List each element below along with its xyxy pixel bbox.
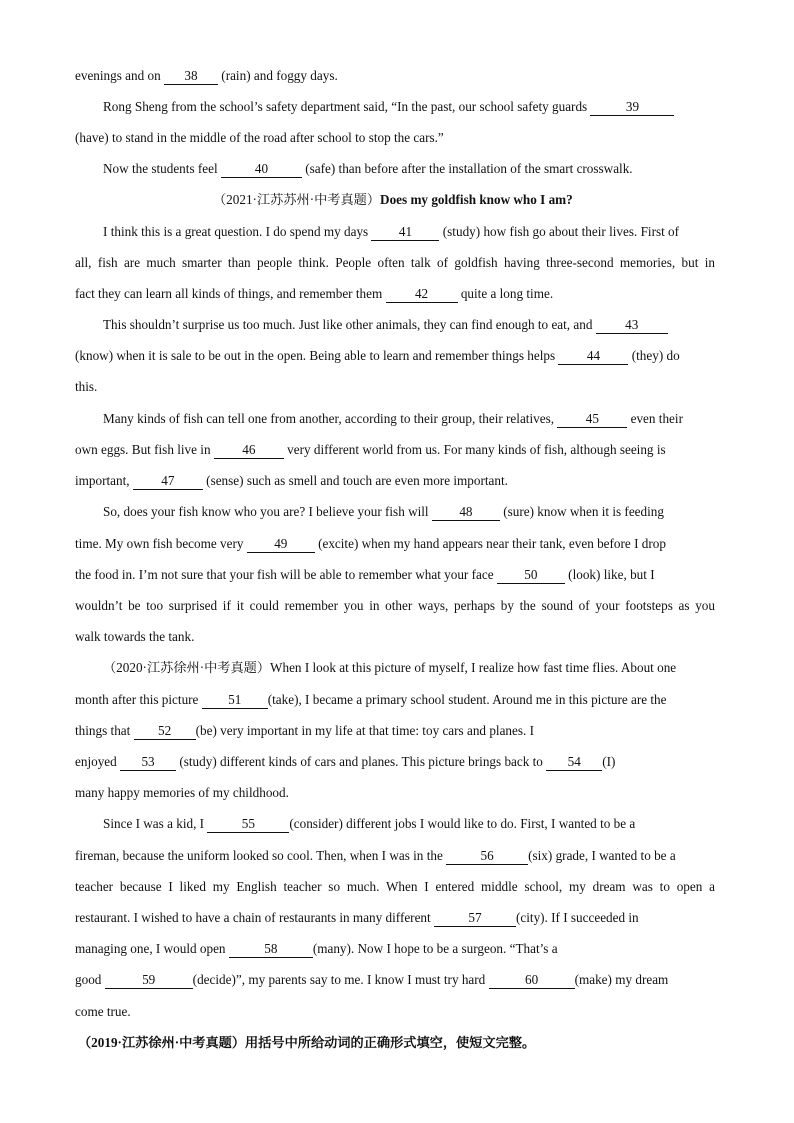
text-line: Now the students feel 40 (safe) than before after the installation of the smart crosswalk. xyxy=(103,161,633,176)
answer-blank[interactable]: 54 xyxy=(546,755,602,771)
text-line: wouldn’t be too surprised if it could remember you in other ways, perhaps by the sound of your footsteps as you xyxy=(75,598,715,613)
text-line: the food in. I’m not sure that your fish will be able to remember what your face 50 (look) like, but I xyxy=(75,567,655,582)
answer-blank[interactable]: 53 xyxy=(120,755,176,771)
section-heading: （2019·江苏徐州·中考真题）用括号中所给动词的正确形式填空，使短文完整。 xyxy=(78,1035,536,1050)
text-line: teacher because I liked my English teacher so much. When I entered middle school, my dream was to open a xyxy=(75,879,715,894)
answer-blank[interactable]: 41 xyxy=(371,225,439,241)
text-line: I think this is a great question. I do spend my days 41 (study) how fish go about their lives. First of xyxy=(103,224,680,239)
text-line: things that 52 (be) very important in my life at that time: toy cars and planes. I xyxy=(75,723,534,738)
text-line: (have) to stand in the middle of the road after school to stop the cars.” xyxy=(75,130,444,145)
answer-blank[interactable]: 38 xyxy=(164,69,218,85)
text-line: Rong Sheng from the school’s safety department said, “In the past, our school safety guards 39 xyxy=(103,98,674,116)
answer-blank[interactable]: 48 xyxy=(432,505,500,521)
text-line: (know) when it is sale to be out in the open. Being able to learn and remember things helps 44 (they) do xyxy=(75,348,680,363)
answer-blank[interactable]: 44 xyxy=(558,349,628,365)
text-line: Since I was a kid, I 55 (consider) different jobs I would like to do. First, I wanted to be a xyxy=(103,816,636,831)
text-line: fireman, because the uniform looked so cool. Then, when I was in the 56 (six) grade, I wanted to be a xyxy=(75,848,676,863)
text-line: （2020·江苏徐州·中考真题）When I look at this picture of myself, I realize how fast time flies. About one xyxy=(103,660,677,675)
answer-blank[interactable]: 50 xyxy=(497,568,565,584)
answer-blank[interactable]: 57 xyxy=(434,911,516,927)
text-line: So, does your fish know who you are? I believe your fish will 48 (sure) know when it is feeding xyxy=(103,504,664,519)
answer-blank[interactable]: 42 xyxy=(386,287,458,303)
answer-blank[interactable]: 55 xyxy=(207,817,289,833)
answer-blank[interactable]: 46 xyxy=(214,443,284,459)
text-line: month after this picture 51 (take), I became a primary school student. Around me in this picture are the xyxy=(75,692,667,707)
answer-blank[interactable]: 43 xyxy=(596,318,668,334)
answer-blank[interactable]: 56 xyxy=(446,849,528,865)
answer-blank[interactable]: 58 xyxy=(229,942,313,958)
answer-blank[interactable]: 40 xyxy=(221,162,302,178)
text-line: important, 47 (sense) such as smell and touch are even more important. xyxy=(75,473,508,488)
answer-blank[interactable]: 59 xyxy=(105,973,193,989)
text-line: evenings and on 38 (rain) and foggy days. xyxy=(75,68,338,83)
text-line: all, fish are much smarter than people think. People often talk of goldfish having three-second memories, but in xyxy=(75,255,715,270)
text-line: Many kinds of fish can tell one from another, according to their group, their relatives, 45 even their xyxy=(103,411,683,426)
text-line: restaurant. I wished to have a chain of restaurants in many different 57 (city). If I succeeded in xyxy=(75,910,639,925)
answer-blank[interactable]: 39 xyxy=(590,100,674,116)
text-line: time. My own fish become very 49 (excite) when my hand appears near their tank, even before I drop xyxy=(75,536,666,551)
answer-blank[interactable]: 49 xyxy=(247,537,315,553)
text-line: managing one, I would open 58 (many). Now I hope to be a surgeon. “That’s a xyxy=(75,941,558,956)
text-line: many happy memories of my childhood. xyxy=(75,785,289,800)
answer-blank[interactable]: 45 xyxy=(557,412,627,428)
text-line: this. xyxy=(75,379,98,394)
answer-blank[interactable]: 52 xyxy=(134,724,196,740)
text-line: come true. xyxy=(75,1004,131,1019)
text-line: good 59 (decide)”, my parents say to me. I know I must try hard 60 (make) my dream xyxy=(75,972,669,987)
text-line: enjoyed 53 (study) different kinds of cars and planes. This picture brings back to 54 (I) xyxy=(75,754,616,769)
answer-blank[interactable]: 60 xyxy=(489,973,575,989)
answer-blank[interactable]: 47 xyxy=(133,474,203,490)
text-line: This shouldn’t surprise us too much. Just like other animals, they can find enough to eat, and 43 xyxy=(103,316,668,334)
section-heading: （2021·江苏苏州·中考真题）Does my goldfish know who I am? xyxy=(213,192,573,207)
text-line: own eggs. But fish live in 46 very different world from us. For many kinds of fish, although seeing is xyxy=(75,442,666,457)
text-line: fact they can learn all kinds of things, and remember them 42 quite a long time. xyxy=(75,286,554,301)
answer-blank[interactable]: 51 xyxy=(202,693,268,709)
text-line: walk towards the tank. xyxy=(75,629,195,644)
